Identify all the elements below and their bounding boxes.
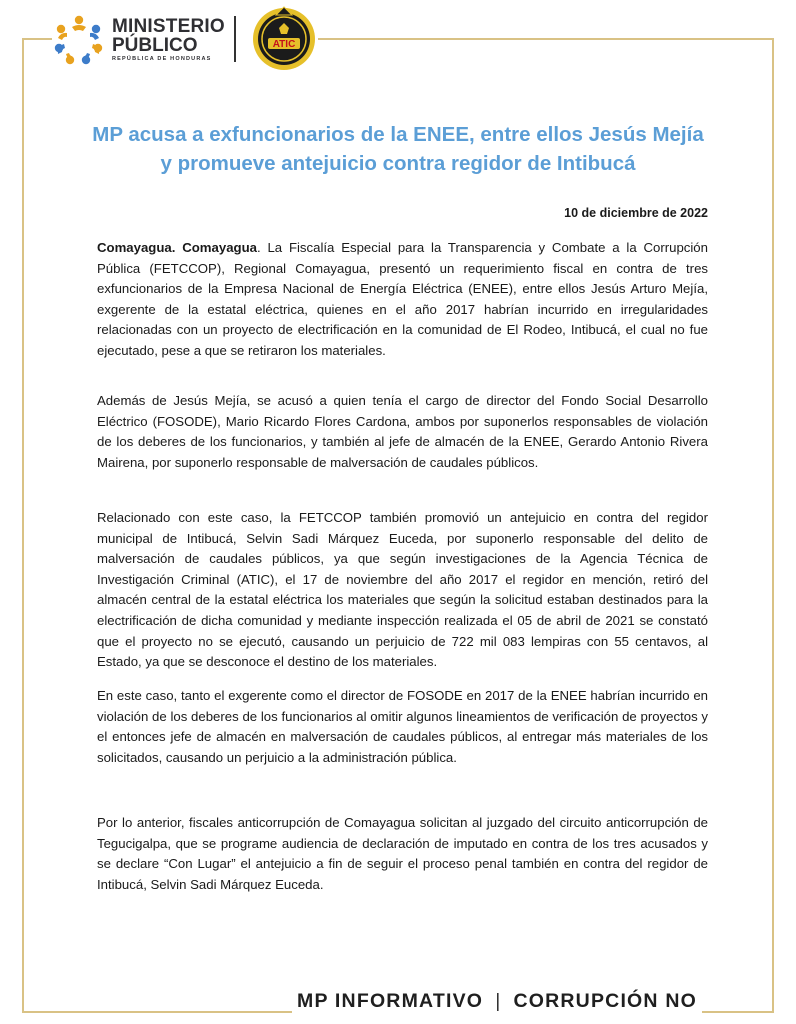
- dateline: Comayagua. Comayagua: [97, 240, 257, 255]
- people-circle-icon: [54, 14, 104, 66]
- paragraph-1-text: . La Fiscalía Especial para la Transparencia y Combate a la Corrupción Pública (FETCCOP), Regional Comayagua, presentó un requerimiento fiscal en contra de tres exfuncionarios de la Empresa Nacional de Energía Eléctrica (ENEE), entre ellos Jesús Arturo Mejía, exgerente de la estatal eléctrica, quienes en el año 2017 habrían incurrido en irregularidades relacionadas con un proyecto de electrificación en la comunidad de El Rodeo, Intibucá, el cual no fue ejecutado, pese a que se retiraron los materiales.: [97, 240, 708, 358]
- footer-left: MP INFORMATIVO: [297, 989, 484, 1012]
- ministerio-publico-logo: [54, 10, 229, 70]
- paragraph-3: Relacionado con este caso, la FETCCOP también promovió un antejuicio en contra del regidor municipal de Intibucá, Selvin Sadi Márquez Euceda, por suponerlo responsable del delito de malversación de caudales públicos, ya que según investigaciones de la Agencia Técnica de Investigación Criminal (ATIC), el 17 de noviembre del año 2017 el regidor en mención, retiró del almacén central de la estatal eléctrica los materiales que según la solicitud estaban destinados para la electrificación de dicha comunidad y mediante inspección realizada el 05 de abril de 2021 se constató que el proyecto no se ejecutó, causando un perjuicio de 722 mil 083 lempiras con 55 centavos, al Estado, ya que se desconoce el destino de los materiales.: [97, 510, 708, 670]
- title-line-1: MP acusa a exfuncionarios de la ENEE, entre ellos Jesús Mejía: [92, 123, 704, 146]
- article-date: 10 de diciembre de 2022: [564, 206, 708, 220]
- atic-seal: [251, 4, 317, 77]
- article-title: [60, 120, 736, 178]
- frame-bottom-right: [702, 1011, 774, 1013]
- title-line-2: y promueve antejuicio contra regidor de Intibucá: [160, 152, 636, 175]
- frame-bottom-left: [22, 1011, 292, 1013]
- footer-right: CORRUPCIÓN NO: [513, 989, 697, 1012]
- paragraph-4: En este caso, tanto el exgerente como el director de FOSODE en 2017 de la ENEE habrían incurrido en violación de los deberes de los funcionarios al omitir algunos lineamientos de verificación de proyectos y el entonces jefe de almacén en malversación de caudales públicos, al entregar más materiales de los solicitados, causando un perjuicio a la administración pública.: [97, 688, 708, 765]
- logo-divider: [234, 16, 236, 62]
- logo-line-ministerio: MINISTERIO: [112, 16, 225, 38]
- svg-text:ATIC: ATIC: [272, 39, 296, 50]
- logo-line-publico: PÚBLICO: [112, 35, 198, 57]
- frame-top-right: [318, 38, 774, 40]
- atic-seal-icon: [251, 4, 317, 72]
- paragraph-5: Por lo anterior, fiscales anticorrupción de Comayagua solicitan al juzgado del circuito anticorrupción de Tegucigalpa, que se programe audiencia de declaración de imputado en contra de los tres acusados y se declare “Con Lugar” el antejuicio a fin de seguir el proceso penal también en contra del regidor de Intibucá, Selvin Sadi Márquez Euceda.: [97, 815, 708, 892]
- frame-top-left: [22, 38, 52, 40]
- logo-line-republica: REPÚBLICA DE HONDURAS: [112, 56, 212, 63]
- footer-banner: [296, 986, 698, 1016]
- paragraph-1: [97, 238, 708, 362]
- paragraph-2: Además de Jesús Mejía, se acusó a quien tenía el cargo de director del Fondo Social Desarrollo Eléctrico (FOSODE), Mario Ricardo Flores Cardona, ambos por suponerlos responsables de violación de los deberes de los funcionarios, y también al jefe de almacén de la ENEE, Gerardo Antonio Rivera Mairena, por suponerlo responsable de malversación de caudales públicos.: [97, 393, 708, 470]
- footer-separator: |: [495, 989, 502, 1012]
